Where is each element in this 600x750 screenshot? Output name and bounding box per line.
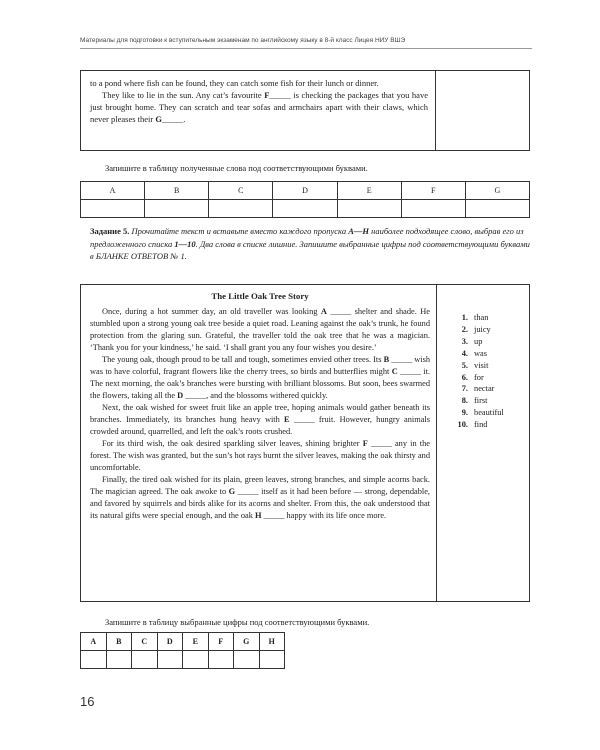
word-option: up (474, 336, 483, 346)
word-list (451, 312, 504, 431)
answer-letter-cell: G (234, 633, 260, 651)
answer-table-input-row (81, 651, 285, 669)
word-list-item (451, 395, 504, 407)
gap-letter-B: B (383, 355, 390, 364)
task5-list-range: 1—10 (174, 238, 196, 249)
answer-input-cell[interactable] (81, 651, 107, 669)
word-list-item (451, 348, 504, 360)
task4-text-box (80, 70, 530, 151)
answer-letter-cell: C (132, 633, 158, 651)
page-number: 16 (80, 694, 95, 709)
word-option: juicy (474, 324, 491, 334)
story-text: Next, the oak wished for sweet fruit like an apple tree, hoping animals would gather beneath its branches. Immediately, its branches hung heavy with (90, 403, 430, 424)
gap-letter-A: A (320, 307, 327, 316)
story-text: itself as it had been before — strong, dependable, and favored by squirrels and birds alike for its acorns and shelter. From this, the oak understood that its natural gifts were special enough, and the oak (90, 487, 431, 520)
gap-letter-F: F (362, 439, 368, 448)
gap-letter-D: D (177, 391, 184, 400)
gap-blank: _____ (330, 307, 352, 316)
answer-input-cell[interactable] (234, 651, 260, 669)
answer-input-cell[interactable] (157, 651, 183, 669)
story-text: The young oak, though proud to be tall and tough, sometimes envied other trees. Its (102, 355, 384, 364)
word-number: 5. (461, 360, 468, 370)
answer-input-cell[interactable] (259, 651, 285, 669)
word-number: 10. (457, 420, 468, 430)
header-divider (80, 48, 532, 49)
gap-letter-H: H (254, 511, 262, 520)
answer-table-task5 (80, 632, 285, 669)
answer-letter-cell: E (337, 182, 401, 200)
gap-blank: _____ (391, 355, 413, 364)
answer-input-cell[interactable] (183, 651, 209, 669)
story-paragraph-5 (90, 474, 430, 522)
word-option: first (474, 396, 488, 406)
answer-input-cell[interactable] (106, 651, 132, 669)
answer-letter-cell: D (157, 633, 183, 651)
word-number: 1. (461, 313, 468, 322)
task4-p2-end: . (183, 114, 186, 124)
gap-letter-G: G (228, 487, 236, 496)
word-list-item (451, 360, 504, 372)
task5-text-b: наиболее подходящее слово, выбрав его из предложенного списка (90, 226, 524, 249)
word-list-item (451, 372, 504, 384)
story-text: fruit. However, hungry animals crowded around, quarrelled, and left the oak’s roots crushed. (90, 415, 430, 436)
story-box (80, 284, 530, 602)
task5-instructions (90, 225, 530, 263)
word-list-item (451, 324, 504, 336)
story-text: it. The next morning, the oak’s branches were bursting with brilliant blossoms. But soon, bees swarmed the flowers, taking all the (90, 367, 431, 400)
answer-letter-cell: B (106, 633, 132, 651)
answer-input-cell[interactable] (465, 200, 529, 218)
word-number: 9. (461, 408, 468, 418)
task4-p2-start: They like to lie in the sun. Any cat’s favourite (102, 90, 265, 100)
word-option: than (474, 313, 489, 322)
task5-label: Задание 5. (90, 226, 130, 236)
gap-letter-G: G (155, 114, 162, 124)
answer-letter-cell: A (81, 182, 145, 200)
answer-letter-cell: A (81, 633, 107, 651)
answer-table-task4 (80, 181, 530, 218)
word-list-item (451, 407, 504, 419)
gap-blank: _____ (370, 439, 392, 448)
word-list-item (451, 312, 504, 324)
gap-blank: _____ (263, 511, 285, 520)
word-list-item (451, 419, 504, 431)
story-text: For its third wish, the oak desired sparkling silver leaves, shining brighter (102, 439, 363, 448)
running-header: Материалы для подготовки к вступительным экзаменам по английскому языку в 8-й класс Лицея НИУ ВШЭ (80, 37, 406, 44)
answer-input-cell[interactable] (208, 651, 234, 669)
task4-p2-mid: is checking the packages that you have just brought home. They can scratch and tear sofas and armchairs apart with their claws, which never pleases their (90, 90, 428, 124)
word-list-item (451, 336, 504, 348)
answer-input-cell[interactable] (401, 200, 465, 218)
answer-letter-cell: G (465, 182, 529, 200)
word-number: 2. (461, 324, 468, 334)
gap-blank: _____ (185, 391, 207, 400)
gap-blank: _____ (293, 415, 315, 424)
story-text: any in the forest. The wish was granted, but the sun’s hot rays burnt the silver leaves, making the oak thirsty and uncomfortable. (90, 439, 430, 472)
answer-input-cell[interactable] (132, 651, 158, 669)
story-text: Finally, the tired oak wished for its plain, green leaves, strong branches, and simple acorns back. The magician agreed. The oak awoke to (90, 475, 430, 496)
word-number: 8. (461, 396, 468, 406)
word-option: was (474, 348, 488, 358)
gap-blank: _____ (400, 367, 421, 376)
task4-line1: to a pond where fish can be found, they can catch some fish for their lunch or dinner. (90, 78, 379, 88)
gap-letter-F: F (264, 90, 270, 100)
answer-letter-cell: B (145, 182, 209, 200)
word-option: nectar (474, 384, 495, 394)
task5-gap-range: A—H (348, 226, 369, 236)
answer-table-header-row (81, 182, 530, 200)
word-option: visit (474, 360, 489, 370)
answer-letter-cell: H (259, 633, 285, 651)
story-paragraph-4 (90, 438, 430, 474)
story-text: Once, during a hot summer day, an old traveller was looking (102, 307, 321, 316)
task5-text-c: . Два слова в списке лишние. Запишите выбранные цифры под соответствующими буквами в БЛАНКЕ ОТВЕТОВ № 1. (90, 238, 530, 261)
answer-input-cell[interactable] (209, 200, 273, 218)
answer-table-header-row (81, 633, 285, 651)
story-text: , and the blossoms withered quickly. (206, 391, 328, 400)
gap-blank: _____ (237, 487, 259, 496)
task5-text-a: Прочитайте текст и вставьте вместо каждого пропуска (129, 226, 349, 236)
word-option: for (474, 372, 484, 382)
story-title: The Little Oak Tree Story (211, 291, 309, 301)
task4-text-column (81, 71, 436, 150)
instruction-1: Запишите в таблицу полученные слова под соответствующими буквами. (105, 163, 368, 173)
answer-input-cell[interactable] (337, 200, 401, 218)
story-text: wish was to have colorful, fragrant flowers like the cherry trees, so birds and butterflies might (90, 355, 430, 376)
gap-blank: _____ (162, 114, 184, 124)
word-option: find (474, 420, 488, 430)
story-text: shelter and shade. He stumbled upon a strong young oak tree beside a quiet road. Leaning against the oak’s trunk, he found protection from the glaring sun. Grateful, the traveller told the oak tree that he was a magician. ‘Thank you for your kindness,’ he said. ‘I shall grant you any four wishes you desire.’ (90, 307, 430, 352)
answer-input-cell[interactable] (145, 200, 209, 218)
story-text-column (81, 285, 437, 601)
answer-letter-cell: D (273, 182, 337, 200)
word-number: 4. (461, 348, 468, 358)
word-option: beautiful (474, 408, 504, 418)
answer-input-cell[interactable] (273, 200, 337, 218)
task4-paragraph2 (90, 89, 428, 125)
answer-letter-cell: F (401, 182, 465, 200)
story-paragraph-1 (90, 306, 430, 354)
answer-letter-cell: F (208, 633, 234, 651)
answer-letter-cell: C (209, 182, 273, 200)
word-number: 6. (461, 372, 468, 382)
word-list-item (451, 383, 504, 395)
word-number: 7. (461, 384, 468, 394)
answer-letter-cell: E (183, 633, 209, 651)
gap-blank: _____ (269, 90, 291, 100)
gap-letter-C: C (391, 367, 398, 376)
answer-input-cell[interactable] (81, 200, 145, 218)
instruction-2: Запишите в таблицу выбранные цифры под соответствующими буквами. (105, 617, 370, 627)
story-paragraph-3 (90, 402, 430, 438)
gap-letter-E: E (284, 415, 290, 424)
word-number: 3. (461, 336, 468, 346)
answer-table-input-row (81, 200, 530, 218)
story-paragraph-2 (90, 354, 430, 402)
story-text: happy with its life once more. (284, 511, 387, 520)
